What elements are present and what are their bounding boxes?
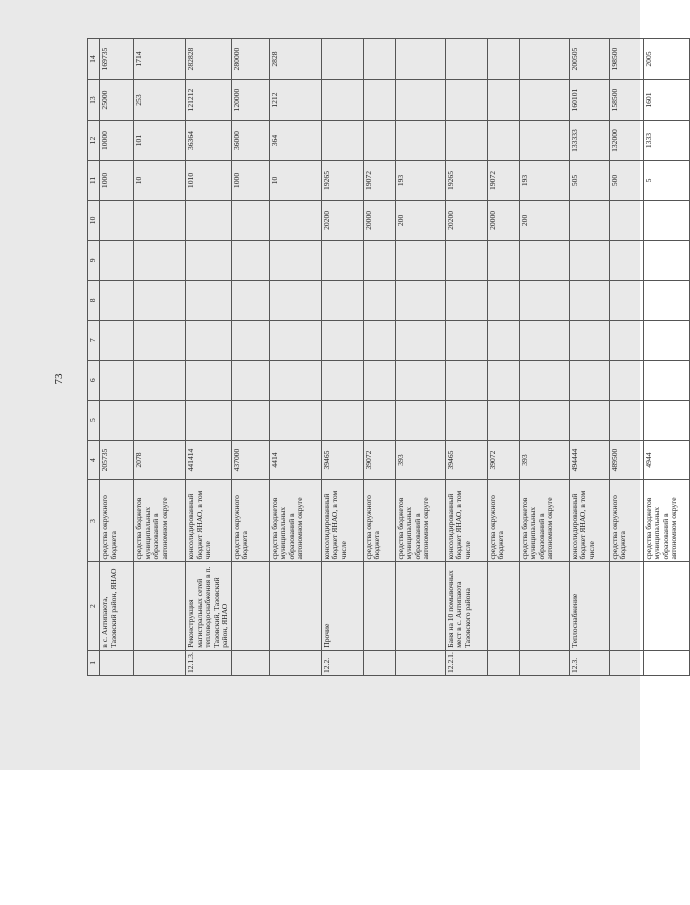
table-cell xyxy=(643,650,689,675)
table-cell: средства бюджетов муниципальных образований в автономном округе xyxy=(643,480,689,562)
table-cell xyxy=(231,650,269,675)
table-cell: средства окружного бюджета xyxy=(100,480,134,562)
table-row xyxy=(519,39,569,676)
table-cell: 20000 xyxy=(487,200,519,240)
table-cell xyxy=(519,39,569,80)
column-header: 10 xyxy=(88,200,100,240)
table-row xyxy=(363,39,395,676)
table-cell: 39465 xyxy=(321,440,363,480)
table-cell: 200 xyxy=(519,200,569,240)
table-cell xyxy=(487,80,519,121)
table-cell: 2828 xyxy=(269,39,321,80)
table-row xyxy=(487,39,519,676)
table-cell xyxy=(395,121,445,161)
table-cell xyxy=(321,320,363,360)
table-cell: 25000 xyxy=(100,80,134,121)
table-cell: 500 xyxy=(609,161,643,201)
table-cell: 1000 xyxy=(231,161,269,201)
table-cell: консолидированный бюджет ЯНАО, в том числе xyxy=(445,480,487,562)
column-header: 1 xyxy=(88,650,100,675)
table-cell xyxy=(487,39,519,80)
table-cell: 133333 xyxy=(569,121,609,161)
table-cell xyxy=(519,121,569,161)
table-cell xyxy=(231,240,269,280)
table-cell xyxy=(100,650,134,675)
table-cell: 2005 xyxy=(643,39,689,80)
column-header: 4 xyxy=(88,440,100,480)
table-cell xyxy=(134,240,186,280)
table-cell xyxy=(395,400,445,440)
table-cell xyxy=(487,400,519,440)
table-cell: 132000 xyxy=(609,121,643,161)
table-cell: 20200 xyxy=(321,200,363,240)
table-cell xyxy=(231,360,269,400)
table-cell xyxy=(321,240,363,280)
table-cell xyxy=(321,360,363,400)
table-cell: в с. Антипаюта, Тазовский район, ЯНАО xyxy=(100,562,134,650)
table-cell: 12.3. xyxy=(569,650,609,675)
table-row xyxy=(445,39,487,676)
table-cell xyxy=(643,200,689,240)
table-cell xyxy=(321,400,363,440)
table-cell xyxy=(186,200,232,240)
table-cell: 101 xyxy=(134,121,186,161)
table-cell: Теплоснабжение xyxy=(569,562,609,650)
table-cell xyxy=(643,562,689,650)
page-number: 73 xyxy=(53,373,65,385)
table-cell xyxy=(643,400,689,440)
table-cell xyxy=(269,240,321,280)
table-cell xyxy=(609,200,643,240)
table-cell: 1212 xyxy=(269,80,321,121)
table-cell xyxy=(395,80,445,121)
table-row xyxy=(321,39,363,676)
table-cell xyxy=(487,121,519,161)
table-cell xyxy=(363,360,395,400)
table-cell xyxy=(609,562,643,650)
table-cell: 4944 xyxy=(643,440,689,480)
table-cell: 12.2. xyxy=(321,650,363,675)
table-cell: 20000 xyxy=(363,200,395,240)
table-cell: средства окружного бюджета xyxy=(609,480,643,562)
table-cell xyxy=(569,240,609,280)
table-cell: средства окружного бюджета xyxy=(487,480,519,562)
table-body xyxy=(100,39,690,676)
table-cell xyxy=(395,39,445,80)
table-cell xyxy=(395,320,445,360)
table-cell xyxy=(100,240,134,280)
table-cell xyxy=(100,280,134,320)
table-cell xyxy=(134,562,186,650)
table-cell xyxy=(269,280,321,320)
column-header: 3 xyxy=(88,480,100,562)
table-cell xyxy=(487,360,519,400)
column-header: 14 xyxy=(88,39,100,80)
table-cell: 364 xyxy=(269,121,321,161)
table-cell xyxy=(363,240,395,280)
table-cell xyxy=(445,280,487,320)
table-cell xyxy=(363,562,395,650)
table-cell xyxy=(321,80,363,121)
table-cell xyxy=(487,650,519,675)
table-cell xyxy=(231,562,269,650)
table-cell xyxy=(445,400,487,440)
table-cell xyxy=(363,39,395,80)
table-cell: 200 xyxy=(395,200,445,240)
table-cell xyxy=(231,200,269,240)
table-cell xyxy=(395,562,445,650)
table-cell xyxy=(519,400,569,440)
table-cell xyxy=(100,320,134,360)
table-cell: 160101 xyxy=(569,80,609,121)
table-cell xyxy=(321,39,363,80)
table-cell: средства бюджетов муниципальных образований в автономном округе xyxy=(519,480,569,562)
column-header: 2 xyxy=(88,562,100,650)
table-cell xyxy=(321,121,363,161)
table-cell xyxy=(609,360,643,400)
table-cell: средства окружного бюджета xyxy=(363,480,395,562)
table-cell: 393 xyxy=(395,440,445,480)
table-cell xyxy=(445,240,487,280)
table-cell: 489500 xyxy=(609,440,643,480)
table-row xyxy=(186,39,232,676)
table-cell xyxy=(445,39,487,80)
table-cell xyxy=(269,320,321,360)
table-row xyxy=(269,39,321,676)
table-cell: средства окружного бюджета xyxy=(231,480,269,562)
table-cell xyxy=(231,400,269,440)
table-row xyxy=(609,39,643,676)
table-cell: 10 xyxy=(269,161,321,201)
table-cell xyxy=(186,400,232,440)
table-cell: 19072 xyxy=(363,161,395,201)
table-cell: 158500 xyxy=(609,80,643,121)
table-cell xyxy=(363,121,395,161)
table-cell: 169735 xyxy=(100,39,134,80)
table-cell: 200505 xyxy=(569,39,609,80)
table-cell xyxy=(487,240,519,280)
table-cell: 39465 xyxy=(445,440,487,480)
table-cell: 12.2.1. xyxy=(445,650,487,675)
table-cell xyxy=(363,320,395,360)
table-cell: 20200 xyxy=(445,200,487,240)
column-header: 11 xyxy=(88,161,100,201)
table-cell xyxy=(609,320,643,360)
table-cell xyxy=(269,650,321,675)
column-header: 6 xyxy=(88,360,100,400)
table-cell: 10000 xyxy=(100,121,134,161)
table-cell: 280000 xyxy=(231,39,269,80)
table-cell: 12.1.3. xyxy=(186,650,232,675)
table-cell: 2078 xyxy=(134,440,186,480)
table-cell xyxy=(363,280,395,320)
table-cell: Прочие xyxy=(321,562,363,650)
table-cell: 282828 xyxy=(186,39,232,80)
table-cell xyxy=(609,240,643,280)
table-cell: 1601 xyxy=(643,80,689,121)
table-cell xyxy=(519,650,569,675)
table-cell: 5 xyxy=(643,161,689,201)
table-cell: средства бюджетов муниципальных образований в автономном округе xyxy=(134,480,186,562)
table-cell xyxy=(363,400,395,440)
column-header: 13 xyxy=(88,80,100,121)
table-cell xyxy=(395,360,445,400)
table-cell: 198500 xyxy=(609,39,643,80)
table-cell: 4414 xyxy=(269,440,321,480)
table-cell xyxy=(643,240,689,280)
column-header: 9 xyxy=(88,240,100,280)
table-cell xyxy=(134,360,186,400)
table-cell: 205735 xyxy=(100,440,134,480)
table-cell xyxy=(609,650,643,675)
table-cell: средства бюджетов муниципальных образований в автономном округе xyxy=(395,480,445,562)
budget-table xyxy=(87,38,690,676)
table-cell: средства бюджетов муниципальных образований в автономном округе xyxy=(269,480,321,562)
table-cell xyxy=(186,320,232,360)
table-cell xyxy=(643,360,689,400)
table-cell xyxy=(519,360,569,400)
table-cell xyxy=(519,80,569,121)
table-cell: 437000 xyxy=(231,440,269,480)
column-header: 12 xyxy=(88,121,100,161)
table-cell xyxy=(134,280,186,320)
table-cell: 193 xyxy=(519,161,569,201)
table-cell: Реконструкция магистральных сетей тепловодоснабжения в п. Тазовский, Тазовский район, ЯНАО xyxy=(186,562,232,650)
table-cell xyxy=(569,360,609,400)
table-cell xyxy=(643,320,689,360)
table-cell: 1010 xyxy=(186,161,232,201)
rotated-table-container xyxy=(87,38,678,676)
table-cell: 441414 xyxy=(186,440,232,480)
table-cell xyxy=(445,360,487,400)
table-cell xyxy=(100,200,134,240)
table-cell: 393 xyxy=(519,440,569,480)
table-cell xyxy=(186,280,232,320)
table-cell xyxy=(269,400,321,440)
table-cell xyxy=(519,320,569,360)
table-cell: Баня на 10 помывочных мест в с. Антипаюта Тазовского района xyxy=(445,562,487,650)
table-cell xyxy=(569,400,609,440)
table-cell: 121212 xyxy=(186,80,232,121)
table-cell xyxy=(269,200,321,240)
table-cell xyxy=(569,200,609,240)
table-cell xyxy=(609,400,643,440)
table-cell xyxy=(134,320,186,360)
table-cell: 253 xyxy=(134,80,186,121)
table-cell xyxy=(395,650,445,675)
table-cell: консолидированный бюджет ЯНАО, в том числе xyxy=(186,480,232,562)
table-row xyxy=(395,39,445,676)
table-cell: 36364 xyxy=(186,121,232,161)
table-cell: 19265 xyxy=(321,161,363,201)
table-cell: 120000 xyxy=(231,80,269,121)
table-cell xyxy=(231,280,269,320)
table-cell xyxy=(445,80,487,121)
table-cell xyxy=(519,280,569,320)
table-cell: 36000 xyxy=(231,121,269,161)
column-header: 7 xyxy=(88,320,100,360)
table-cell: 1333 xyxy=(643,121,689,161)
table-cell xyxy=(487,562,519,650)
table-cell xyxy=(134,200,186,240)
table-cell: 1714 xyxy=(134,39,186,80)
table-cell: консолидированный бюджет ЯНАО, в том числе xyxy=(321,480,363,562)
table-cell xyxy=(569,320,609,360)
table-cell xyxy=(363,80,395,121)
table-cell: 193 xyxy=(395,161,445,201)
table-row xyxy=(100,39,134,676)
table-cell xyxy=(100,400,134,440)
column-header: 8 xyxy=(88,280,100,320)
table-cell: 19265 xyxy=(445,161,487,201)
table-cell xyxy=(445,320,487,360)
table-cell xyxy=(321,280,363,320)
table-cell xyxy=(186,360,232,400)
table-cell: 19072 xyxy=(487,161,519,201)
table-cell xyxy=(519,240,569,280)
table-cell xyxy=(269,360,321,400)
table-row xyxy=(134,39,186,676)
table-cell xyxy=(395,240,445,280)
table-cell xyxy=(395,280,445,320)
table-row xyxy=(569,39,609,676)
table-cell xyxy=(445,121,487,161)
table-cell xyxy=(487,280,519,320)
table-cell: 39072 xyxy=(363,440,395,480)
table-row xyxy=(643,39,689,676)
table-cell xyxy=(363,650,395,675)
table-cell xyxy=(134,400,186,440)
table-cell xyxy=(231,320,269,360)
table-cell xyxy=(100,360,134,400)
table-cell xyxy=(569,280,609,320)
table-cell: 505 xyxy=(569,161,609,201)
table-cell xyxy=(269,562,321,650)
table-cell xyxy=(609,280,643,320)
table-cell xyxy=(643,280,689,320)
table-row xyxy=(231,39,269,676)
table-cell xyxy=(487,320,519,360)
table-cell: консолидированный бюджет ЯНАО, в том числе xyxy=(569,480,609,562)
table-cell: 494444 xyxy=(569,440,609,480)
header-row xyxy=(88,39,100,676)
table-cell: 1000 xyxy=(100,161,134,201)
table-cell xyxy=(186,240,232,280)
column-header: 5 xyxy=(88,400,100,440)
table-cell: 10 xyxy=(134,161,186,201)
table-cell xyxy=(134,650,186,675)
table-cell xyxy=(519,562,569,650)
table-cell: 39072 xyxy=(487,440,519,480)
